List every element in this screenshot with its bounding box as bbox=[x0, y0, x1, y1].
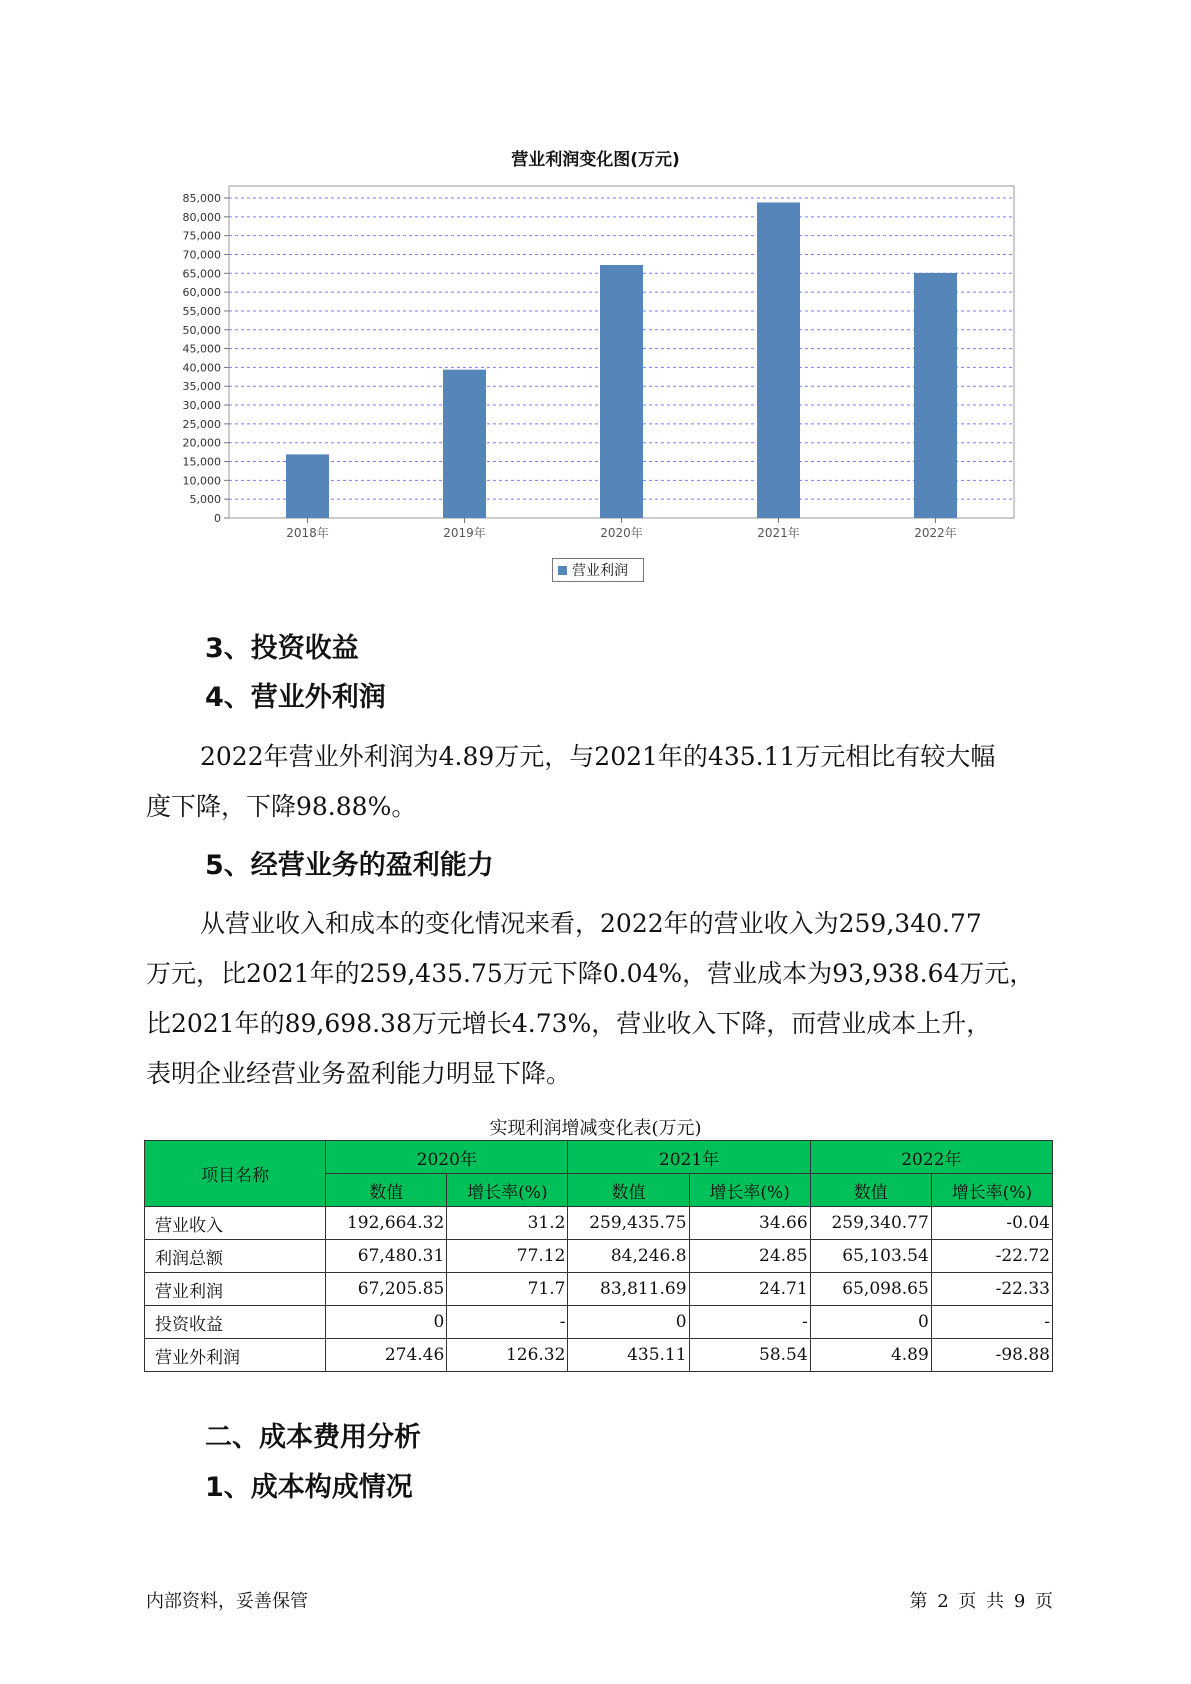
growth-cell: 24.71 bbox=[689, 1273, 810, 1306]
value-cell: 67,205.85 bbox=[326, 1273, 447, 1306]
chart-legend bbox=[552, 558, 644, 582]
heading-investment-income: 3、投资收益 bbox=[205, 633, 359, 664]
value-cell: 192,664.32 bbox=[326, 1207, 447, 1240]
table-row bbox=[145, 1273, 1053, 1306]
bar bbox=[600, 265, 643, 518]
value-cell: 67,480.31 bbox=[326, 1240, 447, 1273]
y-tick-label: 65,000 bbox=[182, 267, 221, 281]
y-tick-label: 50,000 bbox=[182, 323, 221, 337]
table-caption: 实现利润增减变化表(万元) bbox=[489, 1118, 702, 1139]
heading-profitability: 5、经营业务的盈利能力 bbox=[205, 850, 494, 881]
value-cell: 435.11 bbox=[568, 1339, 689, 1372]
header-year: 2022年 bbox=[810, 1141, 1052, 1174]
growth-cell: -0.04 bbox=[931, 1207, 1052, 1240]
legend-label: 营业利润 bbox=[572, 563, 628, 579]
row-label: 营业利润 bbox=[145, 1273, 326, 1306]
row-label: 营业收入 bbox=[145, 1207, 326, 1240]
growth-cell: 77.12 bbox=[447, 1240, 568, 1273]
paragraph-line: 2022年营业外利润为4.89万元，与2021年的435.11万元相比有较大幅 bbox=[200, 742, 996, 771]
y-tick-label: 75,000 bbox=[182, 229, 221, 243]
y-tick-label: 35,000 bbox=[182, 380, 221, 394]
paragraph-line: 表明企业经营业务盈利能力明显下降。 bbox=[146, 1059, 572, 1088]
x-tick-label: 2022年 bbox=[914, 526, 957, 540]
growth-cell: - bbox=[931, 1306, 1052, 1339]
y-tick-label: 5,000 bbox=[189, 493, 221, 507]
heading-cost-analysis: 二、成本费用分析 bbox=[205, 1422, 421, 1453]
y-tick-label: 20,000 bbox=[182, 436, 221, 450]
growth-cell: -22.72 bbox=[931, 1240, 1052, 1273]
y-tick-label: 60,000 bbox=[182, 286, 221, 300]
header-year: 2020年 bbox=[326, 1141, 568, 1174]
chart-title: 营业利润变化图(万元) bbox=[511, 150, 680, 170]
value-cell: 0 bbox=[326, 1306, 447, 1339]
growth-cell: 34.66 bbox=[689, 1207, 810, 1240]
footer-page-number: 第 2 页 共 9 页 bbox=[909, 1591, 1053, 1612]
growth-cell: 58.54 bbox=[689, 1339, 810, 1372]
y-tick-label: 55,000 bbox=[182, 304, 221, 318]
header-value: 数值 bbox=[568, 1174, 689, 1207]
table-row bbox=[145, 1339, 1053, 1372]
heading-cost-structure: 1、成本构成情况 bbox=[205, 1472, 413, 1503]
growth-cell: 71.7 bbox=[447, 1273, 568, 1306]
header-item-name: 项目名称 bbox=[145, 1141, 326, 1207]
header-value: 数值 bbox=[326, 1174, 447, 1207]
x-tick-label: 2021年 bbox=[757, 526, 800, 540]
operating-profit-chart bbox=[0, 0, 1191, 600]
row-label: 营业外利润 bbox=[145, 1339, 326, 1372]
bar bbox=[757, 202, 800, 518]
paragraph-line: 万元，比2021年的259,435.75万元下降0.04%，营业成本为93,938.64万元， bbox=[146, 959, 1035, 988]
value-cell: 259,340.77 bbox=[810, 1207, 931, 1240]
value-cell: 274.46 bbox=[326, 1339, 447, 1372]
row-label: 利润总额 bbox=[145, 1240, 326, 1273]
y-tick-label: 45,000 bbox=[182, 342, 221, 356]
header-growth: 增长率(%) bbox=[689, 1174, 810, 1207]
paragraph-line: 度下降，下降98.88%。 bbox=[146, 792, 417, 821]
value-cell: 65,103.54 bbox=[810, 1240, 931, 1273]
y-tick-label: 70,000 bbox=[182, 248, 221, 262]
value-cell: 65,098.65 bbox=[810, 1273, 931, 1306]
row-label: 投资收益 bbox=[145, 1306, 326, 1339]
y-tick-label: 10,000 bbox=[182, 474, 221, 488]
header-value: 数值 bbox=[810, 1174, 931, 1207]
y-tick-label: 15,000 bbox=[182, 455, 221, 469]
value-cell: 259,435.75 bbox=[568, 1207, 689, 1240]
y-tick-label: 0 bbox=[214, 512, 221, 525]
table-row bbox=[145, 1207, 1053, 1240]
legend-swatch bbox=[558, 566, 567, 575]
table-row bbox=[145, 1240, 1053, 1273]
heading-non-operating-profit: 4、营业外利润 bbox=[205, 682, 386, 713]
value-cell: 0 bbox=[568, 1306, 689, 1339]
value-cell: 0 bbox=[810, 1306, 931, 1339]
growth-cell: 24.85 bbox=[689, 1240, 810, 1273]
growth-cell: - bbox=[689, 1306, 810, 1339]
header-year: 2021年 bbox=[568, 1141, 810, 1174]
y-tick-label: 80,000 bbox=[182, 210, 221, 224]
header-growth: 增长率(%) bbox=[447, 1174, 568, 1207]
y-tick-label: 25,000 bbox=[182, 417, 221, 431]
paragraph-non-operating-profit bbox=[146, 732, 1046, 832]
growth-cell: -98.88 bbox=[931, 1339, 1052, 1372]
paragraph-line: 比2021年的89,698.38万元增长4.73%，营业收入下降，而营业成本上升， bbox=[146, 1009, 992, 1038]
paragraph-profitability bbox=[146, 899, 1046, 1099]
bar bbox=[914, 273, 957, 518]
growth-cell: - bbox=[447, 1306, 568, 1339]
bar bbox=[286, 454, 329, 518]
value-cell: 4.89 bbox=[810, 1339, 931, 1372]
x-tick-label: 2019年 bbox=[443, 526, 486, 540]
paragraph-line: 从营业收入和成本的变化情况来看，2022年的营业收入为259,340.77 bbox=[200, 909, 982, 938]
y-tick-label: 85,000 bbox=[182, 192, 221, 205]
x-tick-label: 2018年 bbox=[286, 526, 329, 540]
header-growth: 增长率(%) bbox=[931, 1174, 1052, 1207]
growth-cell: 31.2 bbox=[447, 1207, 568, 1240]
value-cell: 84,246.8 bbox=[568, 1240, 689, 1273]
value-cell: 83,811.69 bbox=[568, 1273, 689, 1306]
profit-change-table bbox=[144, 1140, 1053, 1372]
table-row bbox=[145, 1306, 1053, 1339]
footer-confidential: 内部资料，妥善保管 bbox=[146, 1591, 308, 1612]
growth-cell: -22.33 bbox=[931, 1273, 1052, 1306]
y-tick-label: 30,000 bbox=[182, 399, 221, 413]
x-tick-label: 2020年 bbox=[600, 526, 643, 540]
y-tick-label: 40,000 bbox=[182, 361, 221, 375]
growth-cell: 126.32 bbox=[447, 1339, 568, 1372]
bar bbox=[443, 370, 486, 518]
